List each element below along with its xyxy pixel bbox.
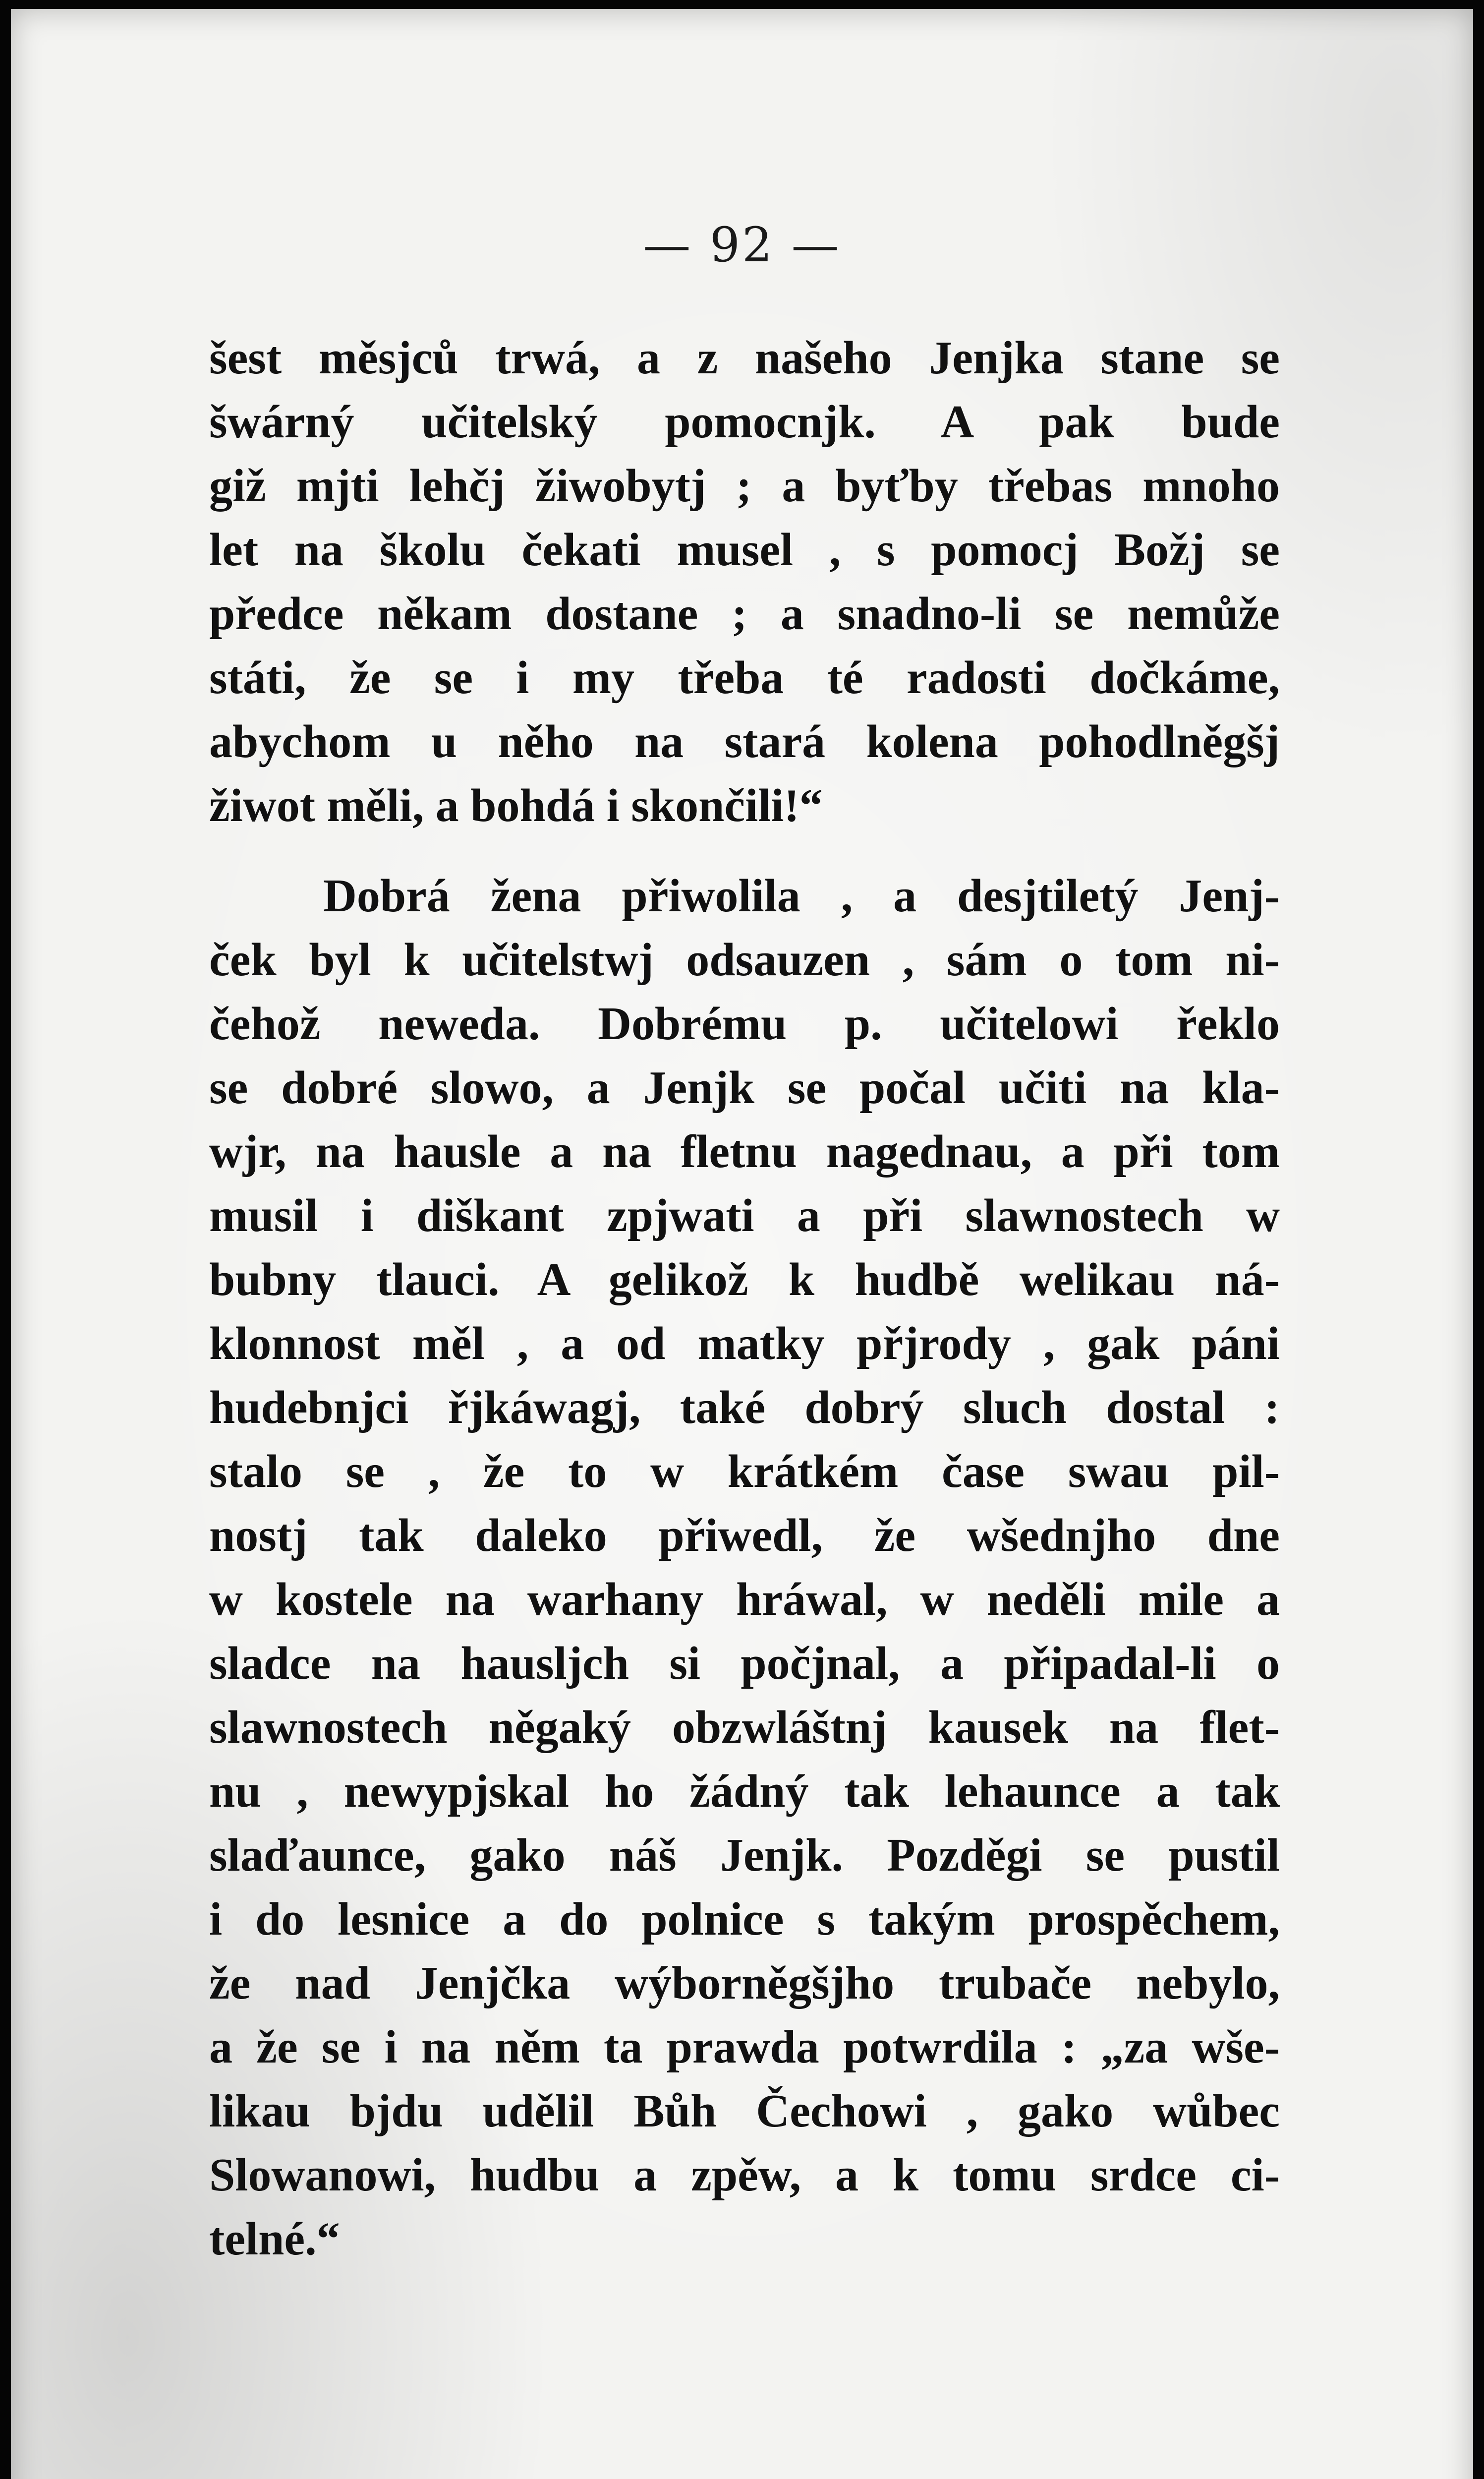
text-line: Dobrá žena přiwolila , a desjtiletý Jenj-	[323, 870, 1280, 922]
text-line: šest měsjců trwá, a z našeho Jenjka stane se	[209, 332, 1280, 384]
text-line: ček byl k učitelstwj odsauzen , sám o tom ni-	[209, 934, 1280, 986]
text-line: i do lesnice a do polnice s takým prospěchem,	[209, 1893, 1280, 1945]
text-line: šwárný učitelský pomocnjk. A pak bude	[209, 396, 1280, 448]
text-line: se dobré slowo, a Jenjk se počal učiti na kla-	[209, 1062, 1280, 1114]
text-line: slaďaunce, gako náš Jenjk. Pozděgi se pustil	[209, 1830, 1280, 1881]
text-line: že nad Jenjčka wýborněgšjho trubače nebylo,	[209, 1957, 1280, 2009]
page-number: — 92 —	[643, 217, 841, 273]
text-line: předce někam dostane ; a snadno-li se nemůže	[209, 588, 1280, 640]
text-line: čehož neweda. Dobrému p. učitelowi řeklo	[209, 998, 1280, 1050]
text-line: hudebnjci řjkáwagj, také dobrý sluch dostal :	[209, 1382, 1280, 1433]
text-line: stalo se , že to w krátkém čase swau pil-	[209, 1446, 1280, 1497]
text-line: státi, že se i my třeba té radosti dočkáme,	[209, 652, 1280, 704]
text-line: wjr, na hausle a na fletnu nagednau, a při tom	[209, 1126, 1280, 1178]
text-line: nostj tak daleko přiwedl, že wšednjho dne	[209, 1510, 1280, 1561]
text-line: Slowanowi, hudbu a zpěw, a k tomu srdce ci-	[209, 2149, 1280, 2201]
text-line: bubny tlauci. A gelikož k hudbě welikau ná-	[209, 1254, 1280, 1305]
paragraph-1	[209, 326, 1280, 838]
text-line: likau bjdu udělil Bůh Čechowi , gako wůbec	[209, 2085, 1280, 2137]
text-line: nu , newypjskal ho žádný tak lehaunce a tak	[209, 1766, 1280, 1817]
paragraph-2	[209, 864, 1280, 2271]
text-line: musil i diškant zpjwati a při slawnostech w	[209, 1190, 1280, 1241]
text-line: w kostele na warhany hráwal, w neděli mile a	[209, 1574, 1280, 1625]
text-line: žiwot měli, a bohdá i skončili!“	[209, 780, 823, 831]
text-line: klonnost měl , a od matky přjrody , gak páni	[209, 1318, 1280, 1369]
text-line: let na školu čekati musel , s pomocj Božj se	[209, 524, 1280, 576]
book-page	[11, 9, 1473, 2479]
text-line: slawnostech něgaký obzwláštnj kausek na flet-	[209, 1702, 1280, 1753]
text-line: a že se i na něm ta prawda potwrdila : „za wše-	[209, 2021, 1280, 2073]
text-line: telné.“	[209, 2213, 340, 2265]
text-line: sladce na hausljch si počjnal, a připadal-li o	[209, 1638, 1280, 1689]
text-line: giž mjti lehčj žiwobytj ; a byťby třebas mnoho	[209, 460, 1280, 512]
text-line: abychom u něho na stará kolena pohodlněgšj	[209, 716, 1280, 767]
